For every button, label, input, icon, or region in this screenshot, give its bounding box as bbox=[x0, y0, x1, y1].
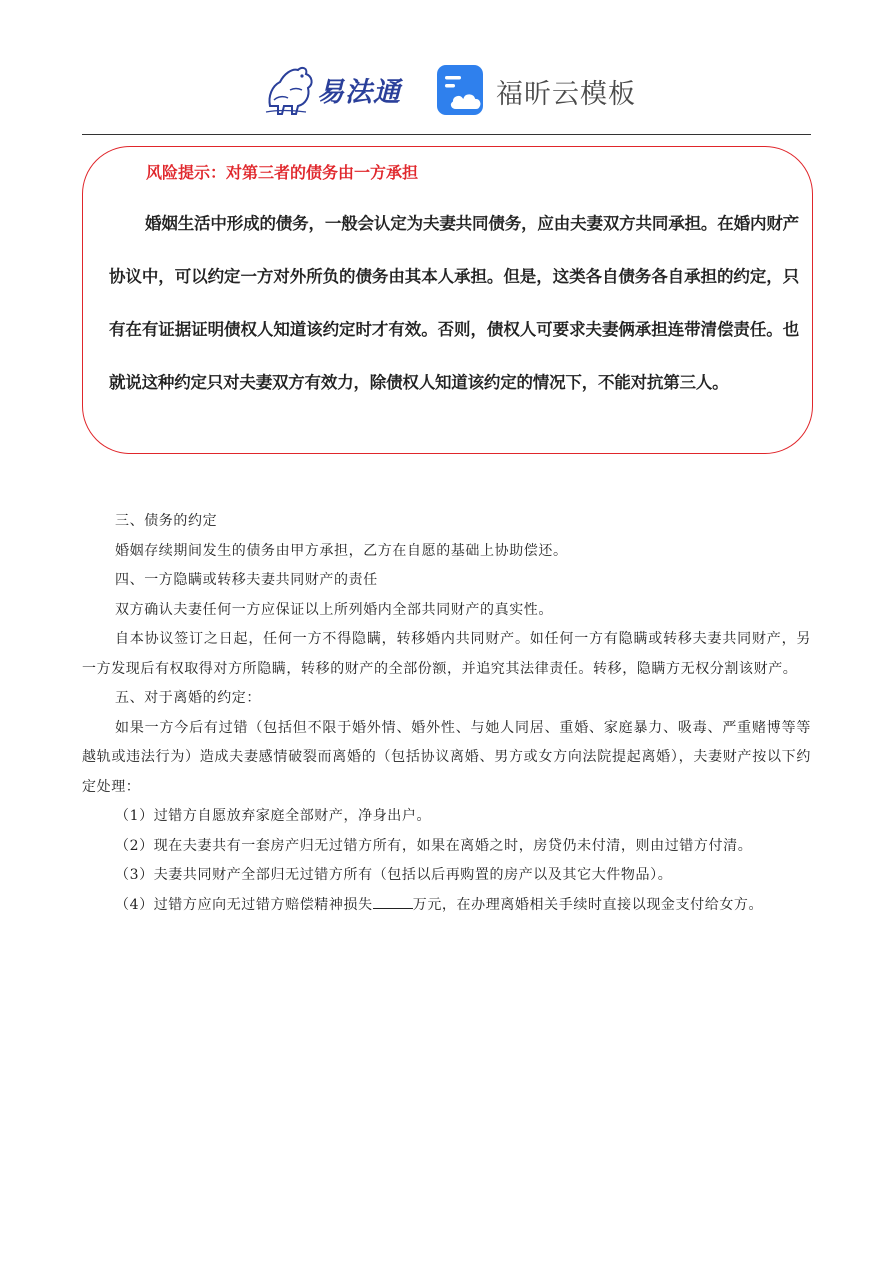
section-5-item-1: （1）过错方自愿放弃家庭全部财产，净身出户。 bbox=[115, 808, 432, 824]
section-3-heading: 三、债务的约定 bbox=[115, 513, 218, 529]
amount-blank bbox=[373, 894, 413, 909]
section-4-heading: 四、一方隐瞒或转移夫妻共同财产的责任 bbox=[115, 572, 378, 588]
section-5-text: 如果一方今后有过错（包括但不限于婚外情、婚外性、与她人同居、重婚、家庭暴力、吸毒、严重赌博等等越轨或违法行为）造成夫妻感情破裂而离婚的（包括协议离婚、男方或女方向法院提起离婚），夫妻财产按以下约定处理： bbox=[82, 719, 811, 795]
risk-notice-title: 风险提示：对第三者的债务由一方承担 bbox=[146, 163, 419, 182]
section-4-text-1: 双方确认夫妻任何一方应保证以上所列婚内全部共同财产的真实性。 bbox=[115, 601, 553, 618]
cloud-doc-icon bbox=[436, 64, 488, 118]
qilin-icon bbox=[262, 60, 322, 120]
item-4-suffix: 万元，在办理离婚相关手续时直接以现金支付给女方。 bbox=[412, 896, 764, 913]
yifatong-logo-text: 易法通 bbox=[317, 77, 401, 108]
section-5-item-2: （2）现在夫妻共有一套房产归无过错方所有，如果在离婚之时，房贷仍未付清，则由过错方付清。 bbox=[115, 837, 753, 854]
item-4-prefix: （4）过错方应向无过错方赔偿精神损失 bbox=[115, 896, 373, 913]
section-3-text: 婚姻存续期间发生的债务由甲方承担，乙方在自愿的基础上协助偿还。 bbox=[115, 542, 568, 559]
yifatong-logo bbox=[262, 60, 412, 120]
foxit-template-logo bbox=[436, 64, 636, 118]
section-5-item-3: （3）夫妻共同财产全部归无过错方所有（包括以后再购置的房产以及其它大件物品）。 bbox=[115, 867, 673, 883]
section-5-item-4 bbox=[82, 891, 811, 921]
header-divider bbox=[82, 134, 811, 135]
page-header bbox=[0, 0, 893, 136]
section-4-text-2: 自本协议签订之日起，任何一方不得隐瞒，转移婚内共同财产。如任何一方有隐瞒或转移夫妻共同财产，另一方发现后有权取得对方所隐瞒，转移的财产的全部份额，并追究其法律责任。转移，隐瞒方无权分割该财产。 bbox=[82, 631, 811, 677]
section-5-heading: 五、对于离婚的约定： bbox=[115, 690, 261, 706]
agreement-body bbox=[82, 507, 811, 920]
risk-notice-body: 婚姻生活中形成的债务，一般会认定为夫妻共同债务，应由夫妻双方共同承担。在婚内财产协议中，可以约定一方对外所负的债务由其本人承担。但是，这类各自债务各自承担的约定，只有在有证据证明债权人知道该约定时才有效。否则，债权人可要求夫妻俩承担连带清偿责任。也就说这种约定只对夫妻双方有效力，除债权人知道该约定的情况下，不能对抗第三人。 bbox=[109, 214, 799, 392]
foxit-template-logo-text: 福昕云模板 bbox=[496, 79, 636, 110]
